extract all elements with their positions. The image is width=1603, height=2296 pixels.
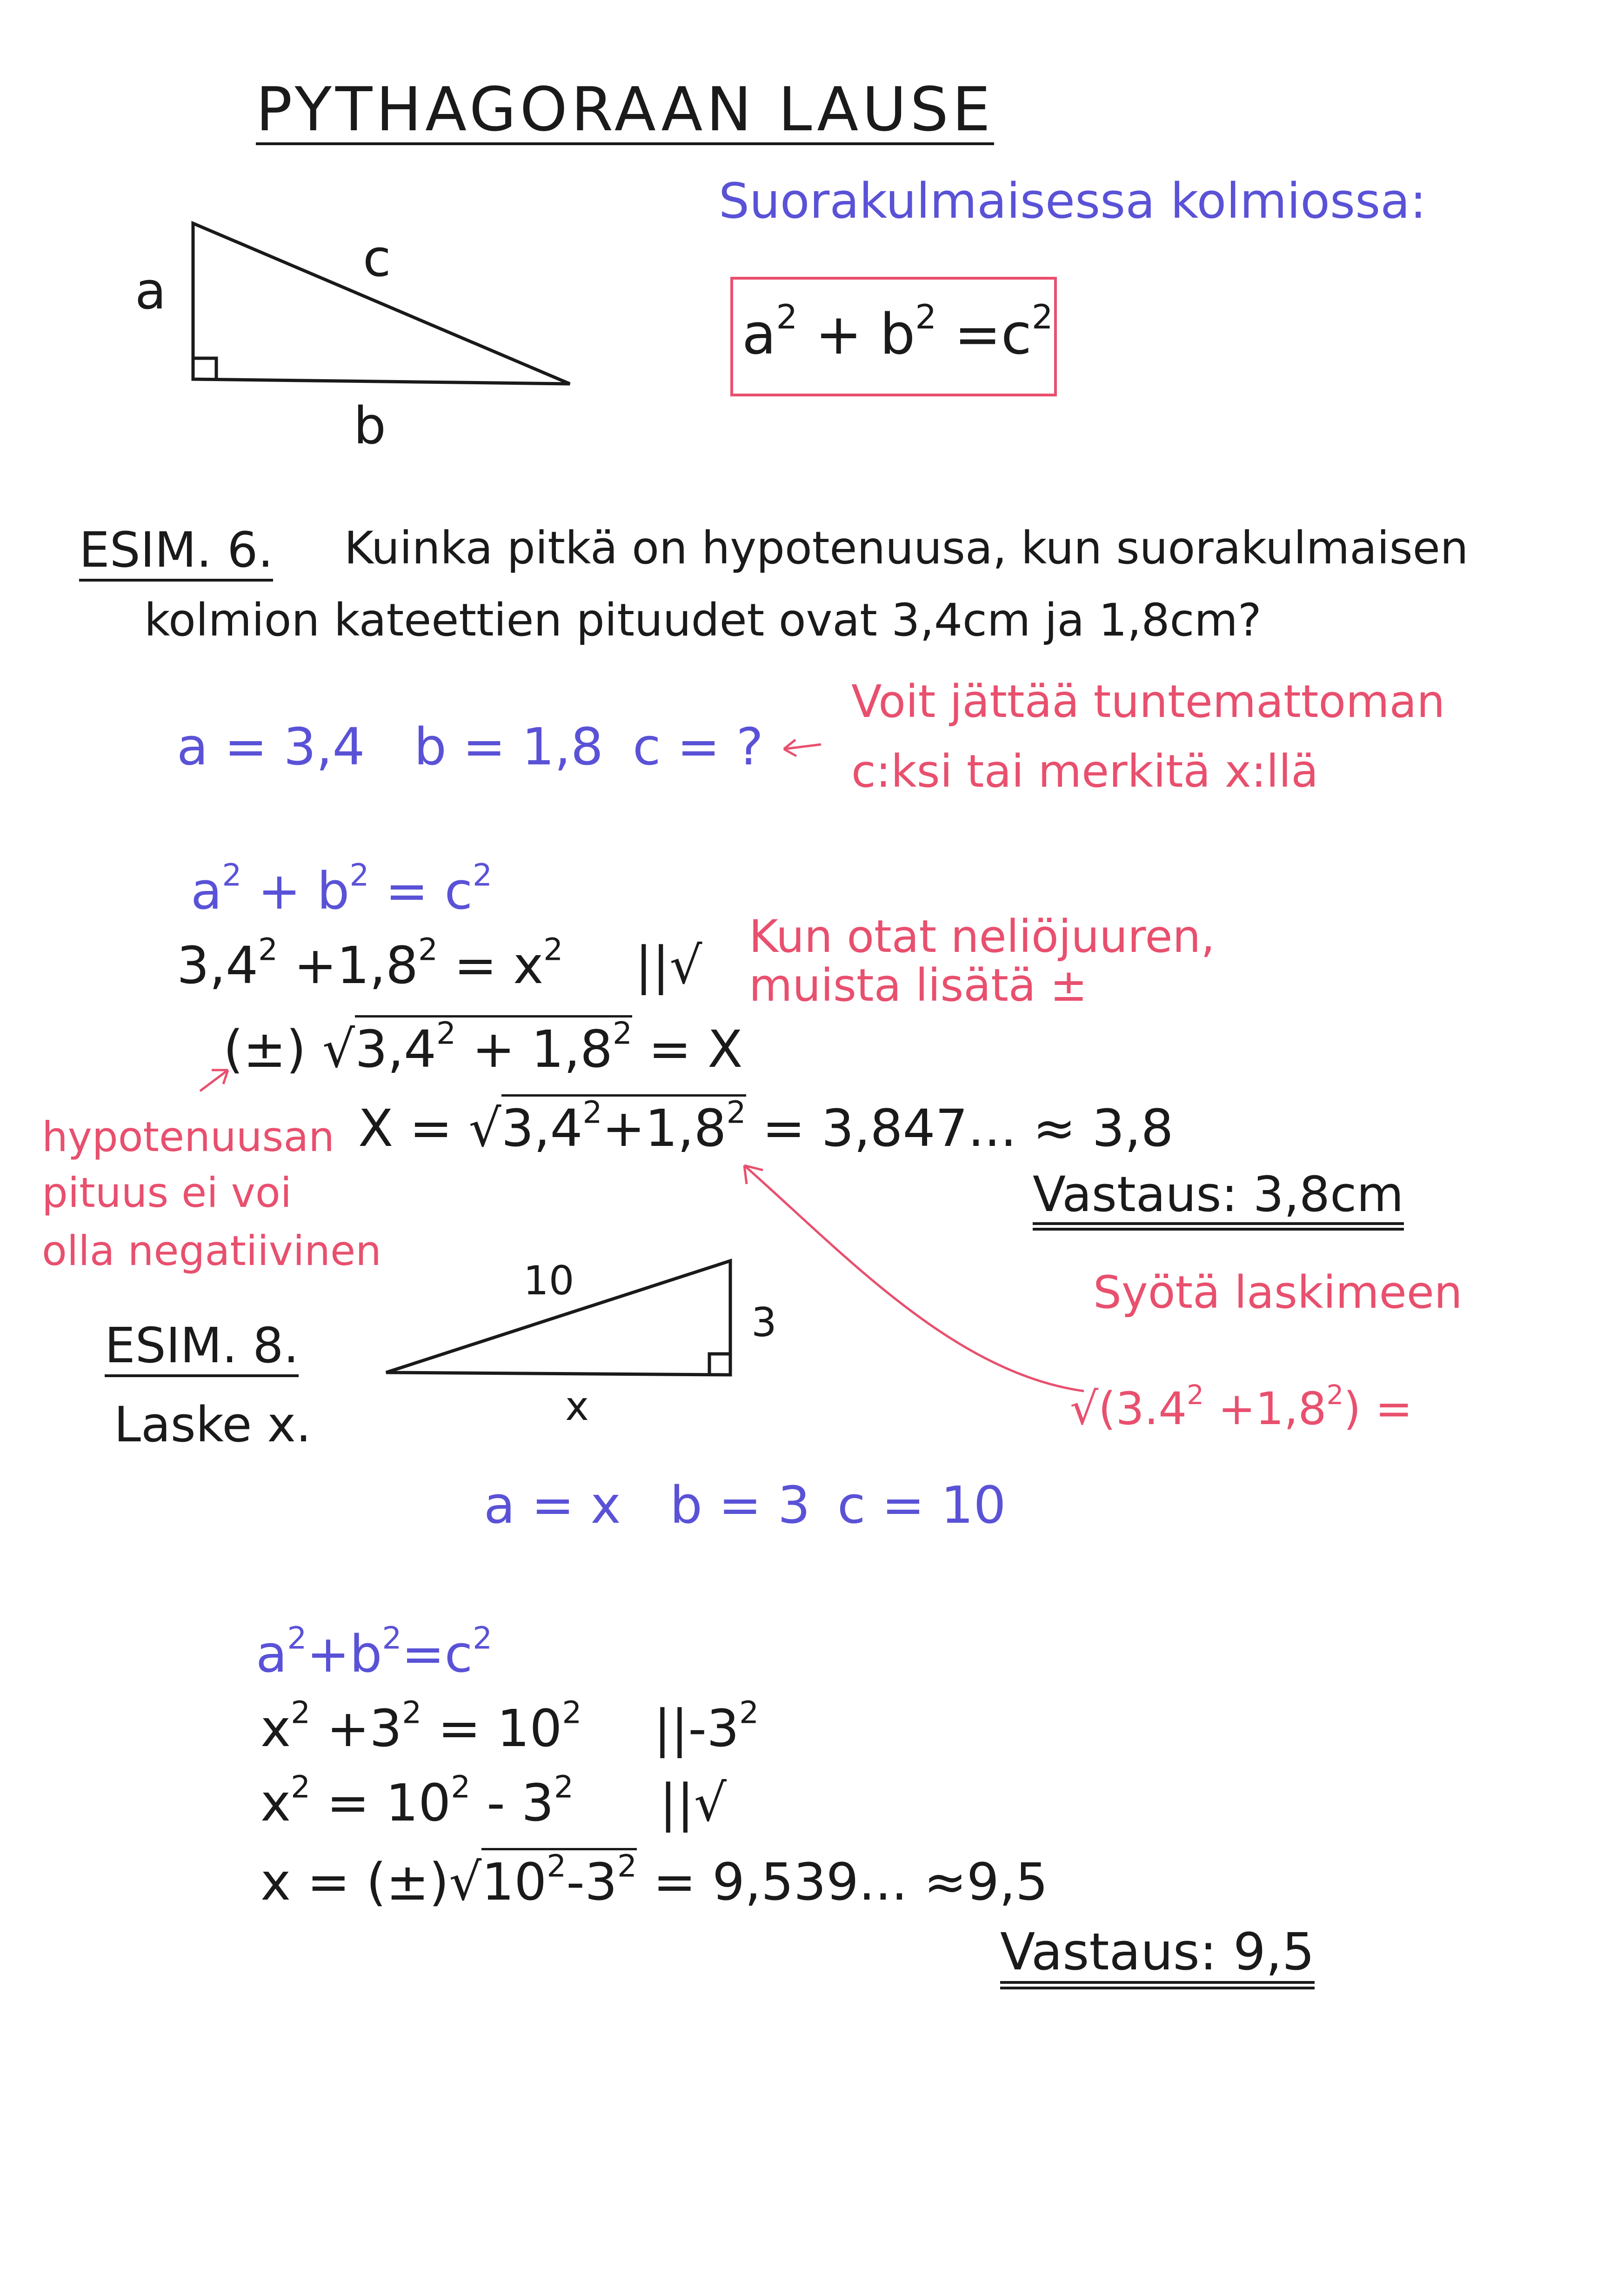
triangle2-label-base: x (565, 1383, 589, 1430)
note-negative-line3: olla negatiivinen (42, 1227, 381, 1275)
example6-question-line2: kolmion kateettien pituudet ovat 3,4cm ja 1,8cm? (144, 594, 1262, 646)
right-angle-mark-2 (709, 1354, 730, 1375)
triangle2-label-leg: 3 (751, 1299, 777, 1346)
example6-given-b: b = 1,8 (414, 717, 603, 776)
example8-given-c: c = 10 (837, 1475, 1006, 1535)
triangle2-label-hyp: 10 (523, 1258, 574, 1304)
example6-given-a: a = 3,4 (177, 717, 365, 776)
note-root-line1: Kun otat neliöjuuren, (749, 910, 1215, 963)
right-angle-mark (193, 358, 216, 379)
example6-answer: Vastaus: 3,8cm (1033, 1170, 1404, 1231)
example6-step4: $X = √3,4^2+1,8^2 = 3,847$... ≈ 3,8 (358, 1094, 1174, 1158)
example8-step1: $a^2+b^2=c^2$ (256, 1620, 493, 1684)
page-title: PYTHAGORAAN LAUSE (256, 74, 995, 145)
example6-step3: (±) $√3,4^2 + 1,8^2 = X$ (223, 1015, 743, 1079)
note-unknown-line1: Voit jättää tuntemattoman (851, 676, 1445, 728)
example8-answer: Vastaus: 9,5 (1000, 1926, 1315, 1989)
example8-label: ESIM. 8. (105, 1321, 299, 1377)
example6-question-line1: Kuinka pitkä on hypotenuusa, kun suorakulmaisen (344, 522, 1469, 574)
example6-label: ESIM. 6. (79, 526, 273, 582)
example8-given-b: b = 3 (670, 1475, 810, 1535)
example6-step2: $3,4^2 +1,8^2 = x^2$ ||√ (177, 931, 702, 995)
example6-given-c: c = ? (633, 717, 763, 776)
note-negative-line2: pituus ei voi (42, 1169, 292, 1217)
example8-step3: $x^2 = 10^2 - 3^2$ ||√ (260, 1769, 727, 1833)
example8-step4: $x = (\pm)√10^2-3^2 = 9,539$... ≈9,5 (260, 1848, 1048, 1912)
calc-note: Syötä laskimeen (1093, 1266, 1463, 1319)
intro-text: Suorakulmaisessa kolmiossa: (719, 173, 1427, 229)
note-root-line2: muista lisätä ± (749, 959, 1088, 1011)
triangle1-label-a: a (135, 261, 167, 321)
example8-step2: $x^2 +3^2 = 10^2$ $||-3^2$ (260, 1694, 759, 1758)
example8-given-a: a = x (484, 1475, 621, 1535)
triangle1-label-b: b (354, 396, 386, 455)
triangle1-label-c: c (363, 228, 391, 288)
example6-step1: $a^2 + b^2 = c^2$ (191, 857, 492, 921)
example8-task: Laske x. (114, 1396, 312, 1453)
note-unknown-line2: c:ksi tai merkitä x:llä (851, 745, 1319, 797)
pythagoras-formula: $a^2 + b^2 =c^2$ (742, 297, 1053, 367)
calc-keys: $√(3.4^2 +1,8^2)$ = (1070, 1379, 1413, 1435)
note-negative-line1: hypotenuusan (42, 1113, 335, 1161)
